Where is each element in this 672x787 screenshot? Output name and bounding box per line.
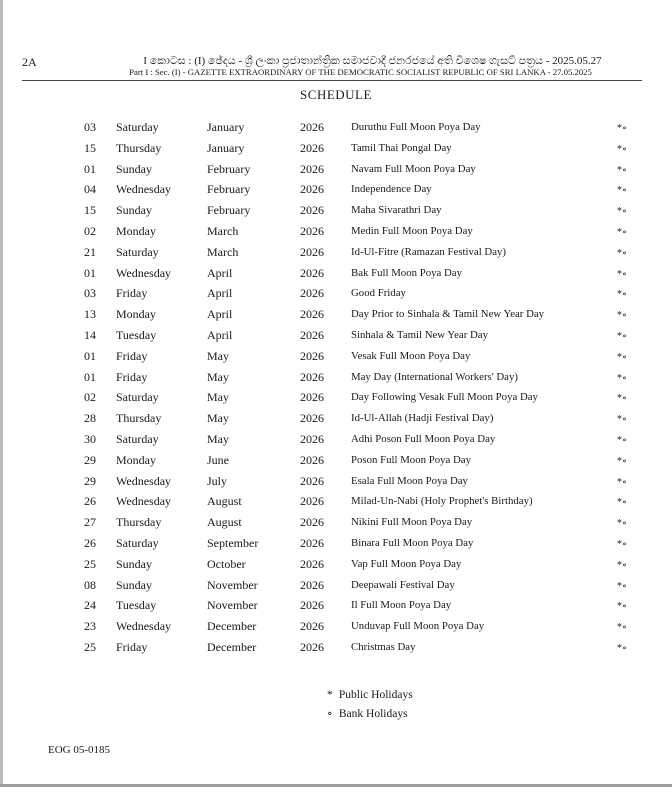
holiday-day: 01 (84, 369, 96, 384)
holiday-marks: *∘ (617, 331, 627, 342)
holiday-weekday: Wednesday (116, 619, 172, 634)
holiday-row (0, 141, 672, 161)
holiday-weekday: Wednesday (116, 182, 172, 197)
holiday-day: 14 (84, 328, 96, 342)
holiday-row (0, 203, 672, 223)
holiday-year: 2026 (300, 369, 324, 384)
holiday-day: 30 (84, 432, 96, 446)
holiday-row (0, 536, 672, 556)
holiday-marks: *∘ (617, 310, 627, 322)
holiday-marks: *∘ (617, 643, 627, 654)
holiday-month: April (207, 286, 233, 301)
holiday-month: May (207, 432, 229, 446)
holiday-weekday: Sunday (116, 556, 152, 571)
holiday-month: November (207, 598, 258, 613)
holiday-marks: *∘ (617, 414, 627, 426)
holiday-marks: *∘ (617, 123, 627, 134)
holiday-month: August (207, 494, 242, 509)
bank-holiday-circle-icon: ∘ (327, 708, 333, 720)
holiday-day: 15 (84, 203, 96, 218)
holiday-marks: *∘ (617, 268, 627, 280)
holiday-row (0, 328, 672, 348)
holiday-day: 21 (84, 244, 96, 259)
holiday-weekday: Sunday (116, 577, 152, 592)
holiday-marks: *∘ (617, 435, 627, 446)
holiday-marks: *∘ (617, 476, 627, 488)
holiday-day: 13 (84, 307, 96, 322)
holiday-month: May (207, 348, 229, 363)
holiday-year: 2026 (300, 203, 324, 218)
holiday-name: Id-Ul-Allah (Hadji Festival Day) (351, 412, 494, 425)
legend-public-label: Public Holidays (338, 689, 413, 701)
legend-bank-label: Bank Holidays (338, 708, 408, 720)
holiday-weekday: Friday (116, 640, 148, 654)
holiday-year: 2026 (300, 265, 324, 280)
holiday-row (0, 619, 672, 639)
holiday-day: 28 (84, 411, 96, 426)
holiday-name: Il Full Moon Poya Day (351, 599, 452, 612)
holiday-year: 2026 (300, 286, 324, 301)
holiday-row (0, 598, 672, 618)
holiday-row (0, 474, 672, 494)
holiday-row (0, 411, 672, 431)
holiday-weekday: Friday (116, 348, 148, 363)
holiday-year: 2026 (300, 556, 324, 571)
holiday-marks: *∘ (617, 351, 627, 363)
holiday-month: December (207, 619, 257, 634)
holiday-weekday: Saturday (116, 390, 159, 405)
holiday-month: October (207, 556, 246, 571)
holiday-name: Vesak Full Moon Poya Day (351, 349, 471, 362)
holiday-row (0, 370, 672, 390)
holiday-day: 27 (84, 515, 96, 530)
holiday-name: Esala Full Moon Poya Day (351, 474, 468, 487)
holiday-weekday: Thursday (116, 411, 162, 426)
holiday-day: 23 (84, 619, 96, 634)
holiday-day: 03 (84, 286, 96, 301)
holiday-month: March (207, 244, 239, 259)
holiday-month: February (207, 161, 251, 176)
holiday-month: February (207, 182, 251, 197)
holiday-name: Poson Full Moon Poya Day (351, 453, 471, 466)
holiday-name: Deepawali Festival Day (351, 578, 455, 591)
holiday-weekday: Saturday (116, 244, 159, 259)
holiday-day: 08 (84, 577, 96, 592)
holiday-marks: *∘ (617, 580, 627, 592)
holiday-year: 2026 (300, 348, 324, 363)
holiday-row (0, 557, 672, 577)
holiday-year: 2026 (300, 244, 324, 259)
holiday-day: 29 (84, 452, 96, 467)
holiday-month: May (207, 369, 229, 384)
holiday-marks: *∘ (617, 206, 627, 218)
holiday-day: 25 (84, 640, 96, 654)
holiday-name: Tamil Thai Pongal Day (351, 141, 452, 154)
holiday-row (0, 307, 672, 327)
holiday-year: 2026 (300, 473, 324, 488)
holiday-name: Milad-Un-Nabi (Holy Prophet's Birthday) (351, 495, 533, 508)
holiday-weekday: Tuesday (116, 328, 157, 342)
holiday-weekday: Sunday (116, 203, 152, 218)
holiday-marks: *∘ (617, 559, 627, 571)
holiday-name: Adhi Poson Full Moon Poya Day (351, 433, 496, 445)
holiday-month: May (207, 411, 229, 426)
holiday-month: August (207, 515, 242, 530)
holiday-row (0, 266, 672, 286)
holiday-year: 2026 (300, 432, 324, 446)
holiday-month: June (207, 452, 229, 467)
holiday-month: March (207, 224, 239, 238)
holiday-row (0, 286, 672, 306)
holiday-name: Vap Full Moon Poya Day (351, 557, 462, 570)
holiday-weekday: Thursday (116, 515, 162, 530)
holiday-name: Unduvap Full Moon Poya Day (351, 620, 485, 633)
holiday-name: Duruthu Full Moon Poya Day (351, 121, 481, 133)
holiday-year: 2026 (300, 536, 324, 550)
holiday-weekday: Wednesday (116, 494, 172, 509)
holiday-row (0, 640, 672, 660)
holiday-weekday: Monday (116, 307, 156, 322)
holiday-year: 2026 (300, 120, 324, 134)
holiday-name: Christmas Day (351, 641, 416, 653)
holiday-row (0, 453, 672, 473)
holiday-month: April (207, 265, 233, 280)
holiday-day: 15 (84, 140, 96, 155)
holiday-name: Id-Ul-Fitre (Ramazan Festival Day) (351, 245, 507, 258)
holiday-month: December (207, 640, 257, 654)
holiday-year: 2026 (300, 494, 324, 509)
holiday-weekday: Monday (116, 452, 156, 467)
holiday-row (0, 432, 672, 452)
holiday-month: September (207, 536, 259, 550)
holiday-name: May Day (International Workers' Day) (351, 370, 518, 383)
holiday-marks: *∘ (617, 601, 627, 613)
holiday-row (0, 349, 672, 369)
holiday-marks: *∘ (617, 455, 627, 467)
holiday-weekday: Monday (116, 224, 156, 238)
holiday-weekday: Wednesday (116, 265, 172, 280)
english-gazette-title: Part I : Sec. (I) - GAZETTE EXTRAORDINARY OF THE DEMOCRATIC SOCIALIST REPUBLIC OF SRI LANKA - 27.05.2025 (129, 67, 592, 77)
sinhala-gazette-title: I කොටස : (I) ඡේදය - ශ්‍රී ලංකා ප්‍රජාතාන්ත්‍රික සමාජවාදී ජනරජයේ අති විශෙෂ ගැසට් පත්‍රය - 2025.05.27 (143, 55, 602, 67)
holiday-name: Sinhala & Tamil New Year Day (351, 329, 488, 341)
holiday-name: Maha Sivarathri Day (351, 204, 442, 217)
holiday-name: Medin Full Moon Poya Day (351, 225, 473, 237)
holiday-day: 26 (84, 536, 96, 550)
holiday-row (0, 162, 672, 182)
holiday-marks: *∘ (617, 622, 627, 634)
holiday-name: Nikini Full Moon Poya Day (351, 516, 473, 529)
holiday-year: 2026 (300, 640, 324, 654)
holiday-row (0, 578, 672, 598)
holiday-month: April (207, 307, 233, 322)
holiday-year: 2026 (300, 577, 324, 592)
holiday-weekday: Friday (116, 286, 148, 301)
holiday-marks: *∘ (617, 497, 627, 509)
holiday-marks: *∘ (617, 289, 627, 301)
holiday-year: 2026 (300, 598, 324, 613)
page-number: 2A (22, 55, 37, 69)
header-divider (22, 80, 642, 81)
holiday-month: February (207, 203, 251, 218)
holiday-row (0, 390, 672, 410)
holiday-row (0, 245, 672, 265)
holiday-name: Independence Day (351, 183, 432, 196)
holiday-month: May (207, 390, 229, 405)
holiday-marks: *∘ (617, 372, 627, 384)
holiday-year: 2026 (300, 515, 324, 530)
holiday-day: 01 (84, 161, 96, 176)
holiday-year: 2026 (300, 140, 324, 155)
holiday-name: Day Following Vesak Full Moon Poya Day (351, 391, 538, 404)
holiday-row (0, 224, 672, 244)
holiday-day: 02 (84, 224, 96, 238)
holiday-row (0, 494, 672, 514)
holiday-weekday: Saturday (116, 536, 159, 550)
holiday-weekday: Sunday (116, 161, 152, 176)
holiday-day: 25 (84, 556, 96, 571)
holiday-marks: *∘ (617, 227, 627, 238)
holiday-day: 04 (84, 182, 96, 197)
holiday-marks: *∘ (617, 393, 627, 405)
holiday-name: Binara Full Moon Poya Day (351, 537, 474, 549)
holiday-row (0, 182, 672, 202)
holiday-marks: *∘ (617, 539, 627, 550)
holiday-weekday: Saturday (116, 120, 159, 134)
holiday-weekday: Thursday (116, 140, 162, 155)
holiday-marks: *∘ (617, 143, 627, 155)
holiday-name: Day Prior to Sinhala & Tamil New Year Day (351, 308, 545, 321)
holiday-year: 2026 (300, 224, 324, 238)
public-holiday-star-icon: * (327, 689, 333, 701)
holiday-marks: *∘ (617, 247, 627, 259)
holiday-weekday: Wednesday (116, 473, 172, 488)
holiday-year: 2026 (300, 307, 324, 322)
holiday-day: 26 (84, 494, 96, 509)
holiday-row (0, 515, 672, 535)
legend-bank-holidays (327, 706, 408, 720)
holiday-day: 01 (84, 348, 96, 363)
holiday-day: 03 (84, 120, 96, 134)
holiday-marks: *∘ (617, 164, 627, 176)
holiday-month: January (207, 120, 245, 134)
holiday-year: 2026 (300, 452, 324, 467)
holiday-month: January (207, 140, 245, 155)
holiday-weekday: Saturday (116, 432, 159, 446)
holiday-year: 2026 (300, 390, 324, 405)
holiday-day: 02 (84, 390, 96, 405)
holiday-weekday: Tuesday (116, 598, 157, 613)
holiday-month: July (207, 473, 228, 488)
holiday-day: 01 (84, 265, 96, 280)
holiday-marks: *∘ (617, 185, 627, 197)
holiday-year: 2026 (300, 328, 324, 342)
holiday-month: November (207, 577, 258, 592)
holiday-year: 2026 (300, 182, 324, 197)
holiday-month: April (207, 328, 233, 342)
holiday-day: 29 (84, 473, 96, 488)
holiday-year: 2026 (300, 619, 324, 634)
holiday-name: Navam Full Moon Poya Day (351, 162, 476, 175)
holiday-day: 24 (84, 598, 96, 613)
holiday-marks: *∘ (617, 518, 627, 530)
holiday-row (0, 120, 672, 140)
legend-public-holidays (327, 689, 413, 701)
holiday-weekday: Friday (116, 369, 148, 384)
holiday-name: Good Friday (351, 287, 406, 300)
holiday-name: Bak Full Moon Poya Day (351, 266, 462, 279)
footer-document-code: EOG 05-0185 (48, 744, 111, 756)
schedule-title: SCHEDULE (300, 87, 372, 102)
holiday-year: 2026 (300, 161, 324, 176)
holiday-year: 2026 (300, 411, 324, 426)
